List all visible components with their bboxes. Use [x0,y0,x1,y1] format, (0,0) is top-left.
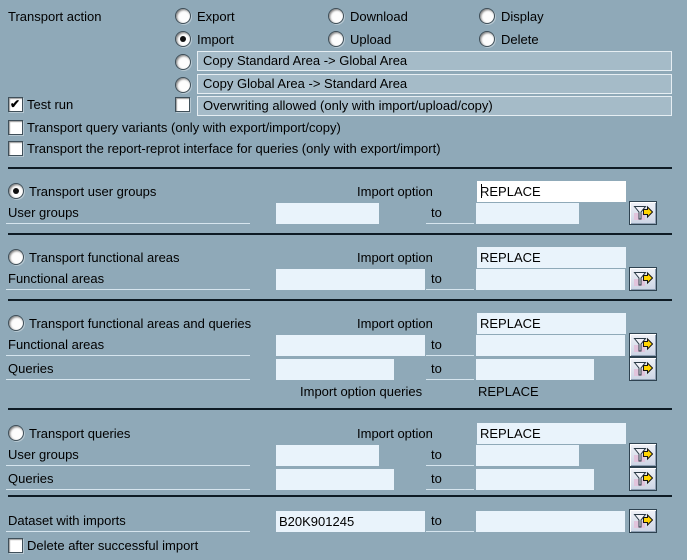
user-groups-to-input[interactable] [476,203,579,224]
import-option-label: Import option [357,184,433,199]
filter-arrow-icon [633,271,653,287]
overwriting-allowed-box[interactable]: Overwriting allowed (only with import/upload/copy) [197,96,672,116]
to-label: to [426,445,474,466]
filter-arrow-icon [633,447,653,463]
copy-global-to-standard-box[interactable]: Copy Global Area -> Standard Area [197,74,672,94]
filter-arrow-button[interactable] [629,201,657,225]
report-interface-checkbox[interactable] [8,141,23,156]
filter-arrow-button[interactable] [629,333,657,357]
filter-arrow-button[interactable] [629,443,657,467]
transport-action-label: Transport action [8,9,102,24]
transport-functional-areas-label[interactable]: Transport functional areas [29,250,180,265]
import-option-input[interactable] [477,181,626,202]
import-option-input[interactable] [477,423,626,444]
to-label: to [426,203,474,224]
filter-arrow-icon [633,361,653,377]
user-groups-to-input[interactable] [476,445,579,466]
transport-functional-areas-queries-radio[interactable] [8,315,24,331]
filter-arrow-icon [633,337,653,353]
radio-delete-label[interactable]: Delete [501,32,539,47]
import-option-queries-value: REPLACE [478,384,539,399]
transport-queries-label[interactable]: Transport queries [29,426,131,441]
query-variants-checkbox[interactable] [8,120,23,135]
separator [8,408,672,410]
to-label: to [426,469,474,490]
to-label: to [426,511,474,532]
filter-arrow-button[interactable] [629,467,657,491]
transport-user-groups-radio[interactable] [8,183,24,199]
import-option-label: Import option [357,426,433,441]
transport-functional-areas-queries-label[interactable]: Transport functional areas and queries [29,316,252,331]
radio-upload-label[interactable]: Upload [350,32,392,47]
queries-label: Queries [6,359,250,380]
dataset-label: Dataset with imports [6,511,250,532]
radio-copy-standard-to-global[interactable] [175,54,191,70]
import-option-label: Import option [357,250,433,265]
radio-display-label[interactable]: Display [501,9,544,24]
radio-download-label[interactable]: Download [350,9,408,24]
separator [8,167,672,169]
import-option-label: Import option [357,316,433,331]
filter-arrow-button[interactable] [629,267,657,291]
user-groups-label: User groups [6,203,250,224]
separator [8,233,672,235]
functional-areas-to-input[interactable] [476,335,625,356]
to-label: to [426,335,474,356]
queries-to-input[interactable] [476,469,594,490]
transport-functional-areas-radio[interactable] [8,249,24,265]
radio-upload[interactable] [328,31,344,47]
report-interface-label: Transport the report-reprot interface for queries (only with export/import) [27,141,441,156]
import-option-input[interactable] [477,313,626,334]
queries-label: Queries [6,469,250,490]
transport-queries-radio[interactable] [8,425,24,441]
radio-import-label[interactable]: Import [197,32,234,47]
queries-from-input[interactable] [276,359,394,380]
delete-after-import-label: Delete after successful import [27,538,199,553]
separator [8,299,672,301]
functional-areas-label: Functional areas [6,269,250,290]
test-run-label: Test run [27,97,74,112]
user-groups-label: User groups [6,445,250,466]
user-groups-from-input[interactable] [276,445,379,466]
overwriting-allowed-checkbox[interactable] [175,97,190,112]
functional-areas-label: Functional areas [6,335,250,356]
queries-from-input[interactable] [276,469,394,490]
user-groups-from-input[interactable] [276,203,379,224]
filter-arrow-icon [633,205,653,221]
text-caret [481,184,482,198]
filter-arrow-icon [633,471,653,487]
radio-import[interactable] [175,31,191,47]
radio-download[interactable] [328,8,344,24]
delete-after-import-checkbox[interactable] [8,538,23,553]
functional-areas-from-input[interactable] [276,269,425,290]
import-option-input[interactable] [477,247,626,268]
radio-copy-global-to-standard[interactable] [175,77,191,93]
radio-delete[interactable] [479,31,495,47]
transport-user-groups-label[interactable]: Transport user groups [29,184,157,199]
filter-arrow-button[interactable] [629,357,657,381]
filter-arrow-icon [633,513,653,529]
separator [8,495,672,497]
dataset-to-input[interactable] [476,511,625,532]
radio-export[interactable] [175,8,191,24]
functional-areas-to-input[interactable] [476,269,625,290]
to-label: to [426,359,474,380]
copy-standard-to-global-box[interactable]: Copy Standard Area -> Global Area [197,51,672,71]
test-run-checkbox[interactable] [8,97,23,112]
import-option-queries-label: Import option queries [300,384,423,399]
radio-export-label[interactable]: Export [197,9,235,24]
filter-arrow-button[interactable] [629,509,657,533]
functional-areas-from-input[interactable] [276,335,425,356]
queries-to-input[interactable] [476,359,594,380]
to-label: to [426,269,474,290]
radio-display[interactable] [479,8,495,24]
query-variants-label: Transport query variants (only with export/import/copy) [27,120,341,135]
dataset-from-input[interactable] [276,511,425,532]
